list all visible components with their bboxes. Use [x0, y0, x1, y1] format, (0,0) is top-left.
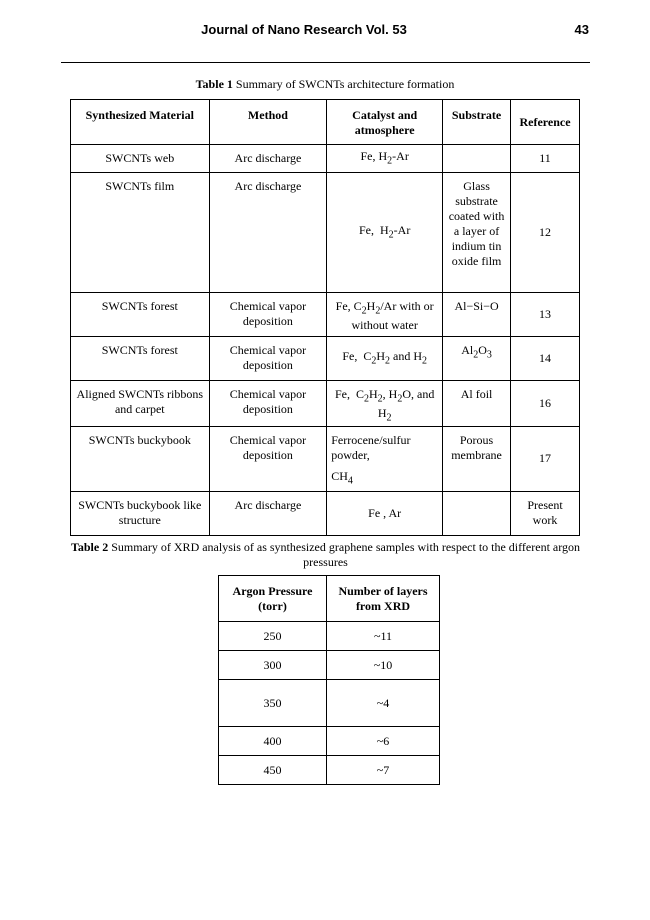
- cell-layers: ~6: [327, 727, 440, 756]
- cell-catalyst: Fe, $C_2H_2$, $H_2O$, and $H_2$: [327, 381, 443, 427]
- cell-reference: 17: [511, 426, 580, 491]
- table1-label: Table 1: [195, 77, 233, 91]
- table-row: [219, 651, 440, 680]
- cell-reference: Present work: [511, 491, 580, 535]
- cell-substrate: [443, 491, 511, 535]
- table-row: [71, 491, 580, 535]
- cell-pressure: 350: [219, 680, 327, 727]
- cell-reference: 16: [511, 381, 580, 427]
- col-header-argon-pressure: Argon Pressure (torr): [219, 576, 327, 622]
- cell-pressure: 300: [219, 651, 327, 680]
- table-row: [219, 756, 440, 785]
- table-row: [71, 381, 580, 427]
- page-number: 43: [574, 22, 589, 37]
- cell-catalyst: Fe , Ar: [327, 491, 443, 535]
- cell-substrate: $Al_2O_3$: [443, 337, 511, 381]
- cell-substrate: Al foil: [443, 381, 511, 427]
- cell-material: SWCNTs film: [71, 173, 210, 293]
- cell-reference: 11: [511, 145, 580, 173]
- cell-method: Arc discharge: [209, 491, 327, 535]
- cell-catalyst: [327, 426, 443, 491]
- cell-layers: ~4: [327, 680, 440, 727]
- cell-material: SWCNTs buckybook like structure: [71, 491, 210, 535]
- cell-substrate: [443, 145, 511, 173]
- col-header-reference: Reference: [511, 100, 580, 145]
- cell-method: Chemical vapor deposition: [209, 293, 327, 337]
- cell-catalyst: Fe, $C_2H_2$ and $H_2$: [327, 337, 443, 381]
- col-header-substrate: Substrate: [443, 100, 511, 145]
- table-row: [219, 680, 440, 727]
- col-header-catalyst: Catalyst and atmosphere: [327, 100, 443, 145]
- cell-substrate: Al−Si−O: [443, 293, 511, 337]
- table2: [218, 575, 440, 785]
- table2-caption: [62, 540, 589, 570]
- cell-reference: 14: [511, 337, 580, 381]
- cell-pressure: 400: [219, 727, 327, 756]
- cell-material: Aligned SWCNTs ribbons and carpet: [71, 381, 210, 427]
- cell-catalyst: Fe, $C_2H_2/Ar$ with or without water: [327, 293, 443, 337]
- col-header-material: Synthesized Material: [71, 100, 210, 145]
- table2-caption-text: Summary of XRD analysis of as synthesized graphene samples with respect to the different argon pressures: [111, 540, 581, 569]
- table1-header-row: [71, 100, 580, 145]
- cell-method: Chemical vapor deposition: [209, 337, 327, 381]
- table-row: [219, 622, 440, 651]
- cell-reference: 13: [511, 293, 580, 337]
- header-rule: [61, 62, 590, 63]
- journal-title: Journal of Nano Research Vol. 53: [201, 22, 407, 37]
- table-row: [71, 426, 580, 491]
- table1-caption: [70, 77, 580, 92]
- cell-substrate: Glass substrate coated with a layer of indium tin oxide film: [443, 173, 511, 293]
- table1-caption-text: Summary of SWCNTs architecture formation: [235, 77, 455, 91]
- cell-substrate: Porous membrane: [443, 426, 511, 491]
- cell-material: SWCNTs forest: [71, 337, 210, 381]
- cell-material: SWCNTs web: [71, 145, 210, 173]
- cell-method: Chemical vapor deposition: [209, 426, 327, 491]
- running-header: [0, 22, 650, 42]
- cell-material: SWCNTs buckybook: [71, 426, 210, 491]
- catalyst-line: $CH_4$: [331, 468, 353, 487]
- table-row: [71, 293, 580, 337]
- cell-layers: ~10: [327, 651, 440, 680]
- cell-layers: ~7: [327, 756, 440, 785]
- table2-header-row: [219, 576, 440, 622]
- table1: [70, 99, 580, 536]
- cell-catalyst: Fe, $H_2-Ar$: [327, 173, 443, 293]
- cell-layers: ~11: [327, 622, 440, 651]
- cell-pressure: 450: [219, 756, 327, 785]
- col-header-method: Method: [209, 100, 327, 145]
- table-row: [219, 727, 440, 756]
- cell-reference: 12: [511, 173, 580, 293]
- table-row: [71, 145, 580, 173]
- cell-pressure: 250: [219, 622, 327, 651]
- cell-material: SWCNTs forest: [71, 293, 210, 337]
- cell-catalyst: Fe, $H_2-Ar$: [327, 145, 443, 173]
- catalyst-line: Ferrocene/sulfur powder,: [331, 432, 411, 462]
- cell-method: Arc discharge: [209, 145, 327, 173]
- col-header-layers: Number of layers from XRD: [327, 576, 440, 622]
- cell-method: Chemical vapor deposition: [209, 381, 327, 427]
- table-row: [71, 173, 580, 293]
- table-row: [71, 337, 580, 381]
- table2-label: Table 2: [70, 540, 109, 554]
- cell-method: Arc discharge: [209, 173, 327, 293]
